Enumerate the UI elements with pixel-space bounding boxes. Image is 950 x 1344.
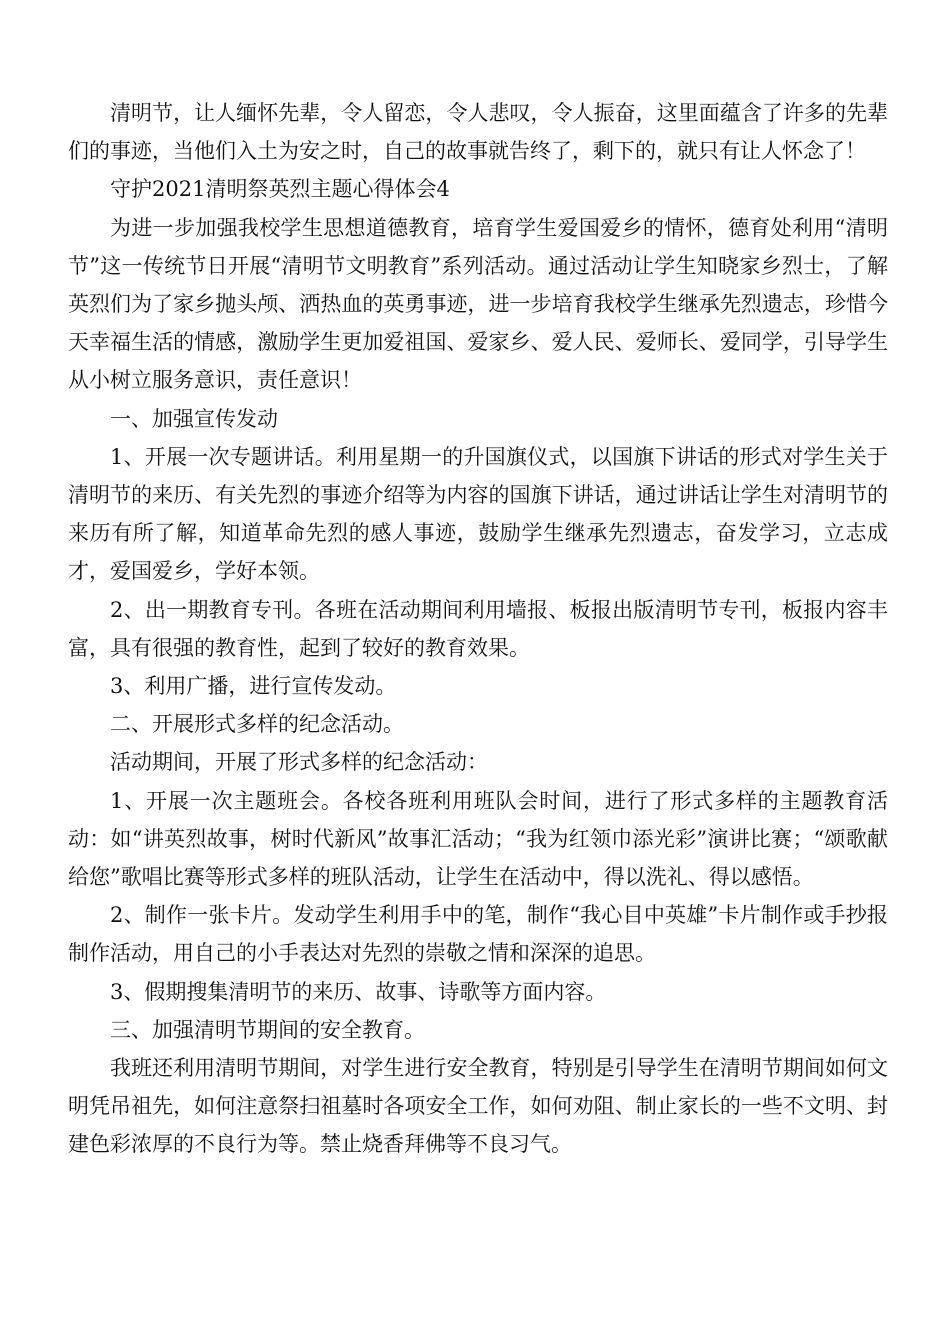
paragraph-activities-intro: 活动期间，开展了形式多样的纪念活动： [110, 750, 488, 775]
heading-part-2: 二、开展形式多样的纪念活动。 [110, 712, 404, 737]
paragraph-item-2-3: 3、假期搜集清明节的来历、故事、诗歌等方面内容。 [110, 979, 607, 1004]
document-page [68, 94, 888, 1164]
heading-part-3: 三、加强清明节期间的安全教育。 [110, 1017, 425, 1042]
section-title: 守护2021清明祭英烈主题心得体会4 [110, 177, 450, 202]
paragraph-item-1-1: 1、开展一次专题讲话。利用星期一的升国旗仪式，以国旗下讲话的形式对学生关于清明节的来历、有关先烈的事迹介绍等为内容的国旗下讲话，通过讲话让学生对清明节的来历有所了解，知道革命先烈的感人事迹，鼓励学生继承先烈遗志，奋发学习，立志成才，爱国爱乡，学好本领。 [68, 444, 888, 584]
paragraph-item-1-3: 3、利用广播，进行宣传发动。 [110, 674, 397, 699]
heading-part-1: 一、加强宣传发动 [110, 406, 278, 431]
paragraph-purpose: 为进一步加强我校学生思想道德教育，培育学生爱国爱乡的情怀，德育处利用“清明节”这一传统节日开展“清明节文明教育”系列活动。通过活动让学生知晓家乡烈士，了解英烈们为了家乡抛头颅、洒热血的英勇事迹，进一步培育我校学生继承先烈遗志，珍惜今天幸福生活的情感，激励学生更加爱祖国、爱家乡、爱人民、爱师长、爱同学，引导学生从小树立服务意识，责任意识！ [68, 215, 888, 393]
paragraph-item-1-2: 2、出一期教育专刊。各班在活动期间利用墙报、板报出版清明节专刊，板报内容丰富，具有很强的教育性，起到了较好的教育效果。 [68, 597, 888, 660]
paragraph-safety: 我班还利用清明节期间，对学生进行安全教育，特别是引导学生在清明节期间如何文明凭吊祖先，如何注意祭扫祖墓时各项安全工作，如何劝阻、制止家长的一些不文明、封建色彩浓厚的不良行为等。禁止烧香拜佛等不良习气。 [68, 1056, 888, 1157]
paragraph-intro: 清明节，让人缅怀先辈，令人留恋，令人悲叹，令人振奋，这里面蕴含了许多的先辈们的事迹，当他们入土为安之时，自己的故事就告终了，剩下的，就只有让人怀念了！ [68, 101, 888, 164]
paragraph-item-2-2: 2、制作一张卡片。发动学生利用手中的笔，制作“我心目中英雄”卡片制作或手抄报制作活动，用自己的小手表达对先烈的崇敬之情和深深的追思。 [68, 903, 888, 966]
paragraph-item-2-1: 1、开展一次主题班会。各校各班利用班队会时间，进行了形式多样的主题教育活动：如“讲英烈故事，树时代新风”故事汇活动；“我为红领巾添光彩”演讲比赛；“颂歌献给您”歌唱比赛等形式多样的班队活动，让学生在活动中，得以洗礼、得以感悟。 [68, 788, 888, 890]
